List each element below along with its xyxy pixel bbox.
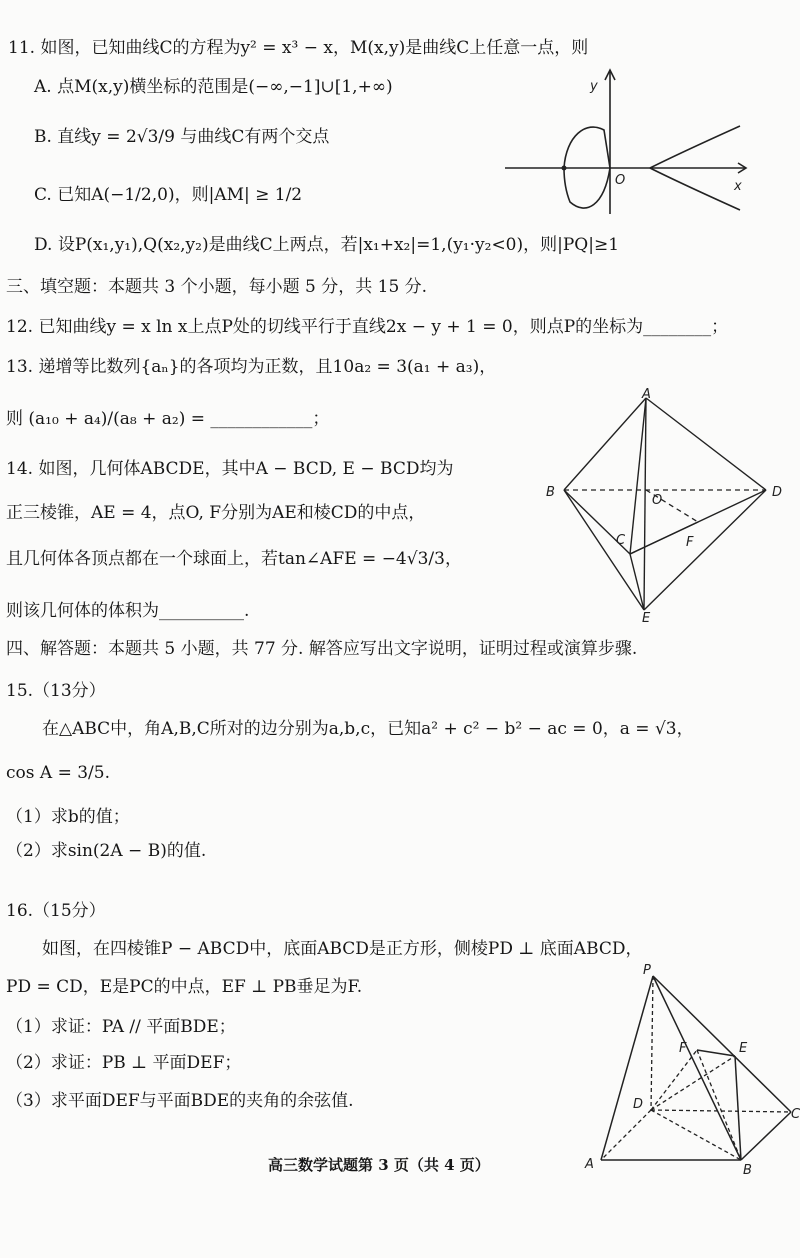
q11-option-d: D. 设P(x₁,y₁),Q(x₂,y₂)是曲线C上两点，若|x₁+x₂|=1,(y₁·y₂<0)，则|PQ|≥1 [34,235,620,255]
label-o: O [652,493,663,508]
label-f: F [679,1041,687,1056]
label-a: A [585,1157,594,1172]
q15-line2: cos A = 3/5. [6,763,110,783]
q15-part1: （1）求b的值； [6,807,130,827]
label-d: D [633,1097,644,1112]
label-d: D [772,485,783,500]
y-axis-label: y [590,79,598,94]
q16-pyramid-figure [575,958,800,1178]
curve-branch-upper [650,126,740,168]
label-c: C [791,1107,800,1122]
label-a: A [642,387,651,402]
q14-line1: 14. 如图，几何体ABCDE，其中A − BCD, E − BCD均为 [6,459,454,479]
q15-heading: 15.（13分） [6,681,106,701]
label-f: F [686,535,694,550]
q16-part3: （3）求平面DEF与平面BDE的夹角的余弦值. [6,1091,354,1111]
q15-part2: （2）求sin(2A − B)的值. [6,841,207,861]
label-p: P [643,963,651,978]
label-c: C [616,533,626,548]
label-b: B [546,485,555,500]
q16-heading: 16.（15分） [6,901,106,921]
q16-line2: PD = CD，E是PC的中点，EF ⊥ PB垂足为F. [6,977,363,997]
q16-part2: （2）求证：PB ⊥ 平面DEF； [6,1053,242,1073]
label-b: B [743,1163,752,1178]
x-axis-label: x [734,179,742,194]
section-3-heading: 三、填空题：本题共 3 个小题，每小题 5 分，共 15 分. [6,277,428,297]
q14-solid-figure [540,386,790,626]
label-e: E [642,611,651,626]
q11-option-a: A. 点M(x,y)横坐标的范围是(−∞,−1]∪[1,+∞) [34,77,393,97]
q16-part1: （1）求证：PA // 平面BDE； [6,1017,236,1037]
q13-line1: 13. 递增等比数列{aₙ}的各项均为正数，且10a₂ = 3(a₁ + a₃)， [6,357,497,377]
q14-line4: 则该几何体的体积为__________. [6,601,250,621]
q11-stem: 11. 如图，已知曲线C的方程为y² = x³ − x，M(x,y)是曲线C上任意一点，则 [8,38,589,58]
q15-line1: 在△ABC中，角A,B,C所对的边分别为a,b,c，已知a² + c² − b² − ac = 0，a = √3， [42,719,694,739]
label-e: E [739,1041,748,1056]
origin-label: O [615,173,626,188]
q11-curve-figure [500,64,760,224]
q13-line2: 则 (a₁₀ + a₄)/(a₈ + a₂) = ____________； [6,409,330,429]
q14-line3: 且几何体各顶点都在一个球面上，若tan∠AFE = −4√3/3， [6,549,462,569]
section-4-heading: 四、解答题：本题共 5 小题，共 77 分. 解答应写出文字说明，证明过程或演算步骤. [6,639,638,659]
curve-branch-lower [650,168,740,210]
q14-line2: 正三棱锥，AE = 4，点O, F分别为AE和棱CD的中点， [6,503,426,523]
page-footer: 高三数学试题第 3 页（共 4 页） [268,1156,490,1174]
curve-point [562,166,567,171]
q12-text: 12. 已知曲线y = x ln x上点P处的切线平行于直线2x − y + 1 = 0，则点P的坐标为________； [6,317,729,337]
q11-option-b: B. 直线y = 2√3/9 与曲线C有两个交点 [34,127,330,147]
q11-option-c: C. 已知A(−1/2,0)，则|AM| ≥ 1/2 [34,185,303,205]
q16-line1: 如图，在四棱锥P − ABCD中，底面ABCD是正方形，侧棱PD ⊥ 底面ABCD， [42,939,643,959]
